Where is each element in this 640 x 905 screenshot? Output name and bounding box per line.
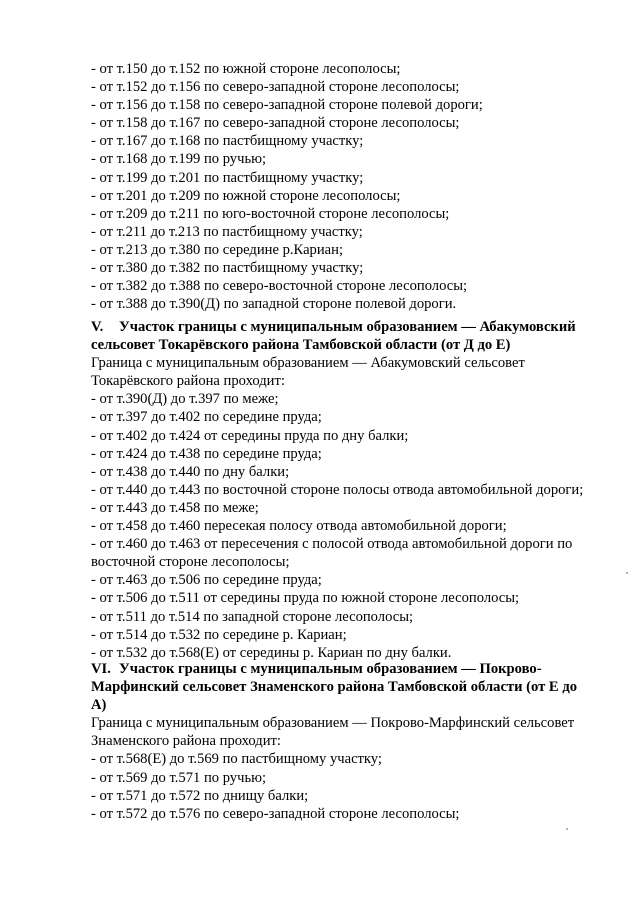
section-heading	[91, 318, 611, 336]
list-item: - от т.402 до т.424 от середины пруда по дну балки;	[91, 427, 409, 444]
section-intro: Граница с муниципальным образованием — Абакумовский сельсовет	[91, 355, 525, 372]
section-intro: Знаменского района проходит:	[91, 733, 281, 750]
section-numeral: V.	[91, 319, 104, 335]
section-heading-continuation: Марфинский сельсовет Знаменского района Тамбовской области (от Е до	[91, 679, 577, 696]
list-item: - от т.388 до т.390(Д) по западной стороне полевой дороги.	[91, 296, 457, 313]
list-item: - от т.506 до т.511 от середины пруда по южной стороне лесополосы;	[91, 590, 520, 607]
section-heading-text: Участок границы с муниципальным образованием — Абакумовский	[119, 319, 576, 335]
scan-speck	[626, 572, 628, 574]
list-item: - от т.152 до т.156 по северо-западной стороне лесополосы;	[91, 79, 460, 96]
list-item: - от т.158 до т.167 по северо-западной стороне лесополосы;	[91, 115, 460, 132]
list-item: - от т.568(Е) до т.569 по пастбищному участку;	[91, 751, 382, 768]
section-v	[91, 318, 611, 662]
list-item: - от т.168 до т.199 по ручью;	[91, 151, 267, 168]
list-item: - от т.463 до т.506 по середине пруда;	[91, 572, 322, 589]
list-item: - от т.569 до т.571 по ручью;	[91, 769, 267, 786]
list-item: восточной стороне лесополосы;	[91, 554, 290, 571]
list-item: - от т.532 до т.568(Е) от середины р. Кариан по дну балки.	[91, 644, 452, 661]
list-item: - от т.460 до т.463 от пересечения с полосой отвода автомобильной дороги по	[91, 536, 573, 553]
list-item: - от т.380 до т.382 по пастбищному участку;	[91, 260, 364, 277]
section-intro: Граница с муниципальным образованием — Покрово-Марфинский сельсовет	[91, 715, 575, 732]
list-item: - от т.150 до т.152 по южной стороне лесополосы;	[91, 61, 401, 77]
section-heading-text: Участок границы с муниципальным образованием — Покрово-	[119, 661, 542, 677]
section-heading-continuation: А)	[91, 697, 107, 714]
list-item: - от т.424 до т.438 по середине пруда;	[91, 445, 322, 462]
scan-speck	[566, 828, 568, 830]
list-item: - от т.458 до т.460 пересекая полосу отвода автомобильной дороги;	[91, 518, 507, 535]
section-intro: Токарёвского района проходит:	[91, 373, 285, 390]
list-item: - от т.213 до т.380 по середине р.Кариан;	[91, 241, 343, 258]
list-item: - от т.167 до т.168 по пастбищному участку;	[91, 133, 364, 150]
section-vi	[91, 660, 611, 823]
section-heading	[91, 660, 611, 678]
list-item: - от т.440 до т.443 по восточной стороне полосы отвода автомобильной дороги;	[91, 481, 584, 498]
list-item: - от т.572 до т.576 по северо-западной стороне лесополосы;	[91, 805, 460, 822]
list-item: - от т.211 до т.213 по пастбищному участку;	[91, 223, 363, 240]
section-heading-continuation: сельсовет Токарёвского района Тамбовской области (от Д до Е)	[91, 337, 511, 354]
list-item: - от т.438 до т.440 по дну балки;	[91, 463, 290, 480]
list-item: - от т.382 до т.388 по северо-восточной стороне лесополосы;	[91, 278, 468, 295]
list-item: - от т.514 до т.532 по середине р. Кариан;	[91, 626, 347, 643]
list-item: - от т.397 до т.402 по середине пруда;	[91, 409, 322, 426]
list-item: - от т.199 до т.201 по пастбищному участку;	[91, 169, 364, 186]
list-item: - от т.443 до т.458 по меже;	[91, 499, 259, 516]
section-numeral: VI.	[91, 661, 111, 677]
list-item: - от т.511 до т.514 по западной стороне лесополосы;	[91, 608, 414, 625]
list-item: - от т.156 до т.158 по северо-западной стороне полевой дороги;	[91, 97, 483, 114]
list-item: - от т.571 до т.572 по днищу балки;	[91, 787, 309, 804]
list-item: - от т.390(Д) до т.397 по меже;	[91, 391, 279, 408]
list-item: - от т.201 до т.209 по южной стороне лесополосы;	[91, 187, 401, 204]
list-item: - от т.209 до т.211 по юго-восточной стороне лесополосы;	[91, 205, 450, 222]
boundary-list-continuation	[91, 60, 611, 313]
